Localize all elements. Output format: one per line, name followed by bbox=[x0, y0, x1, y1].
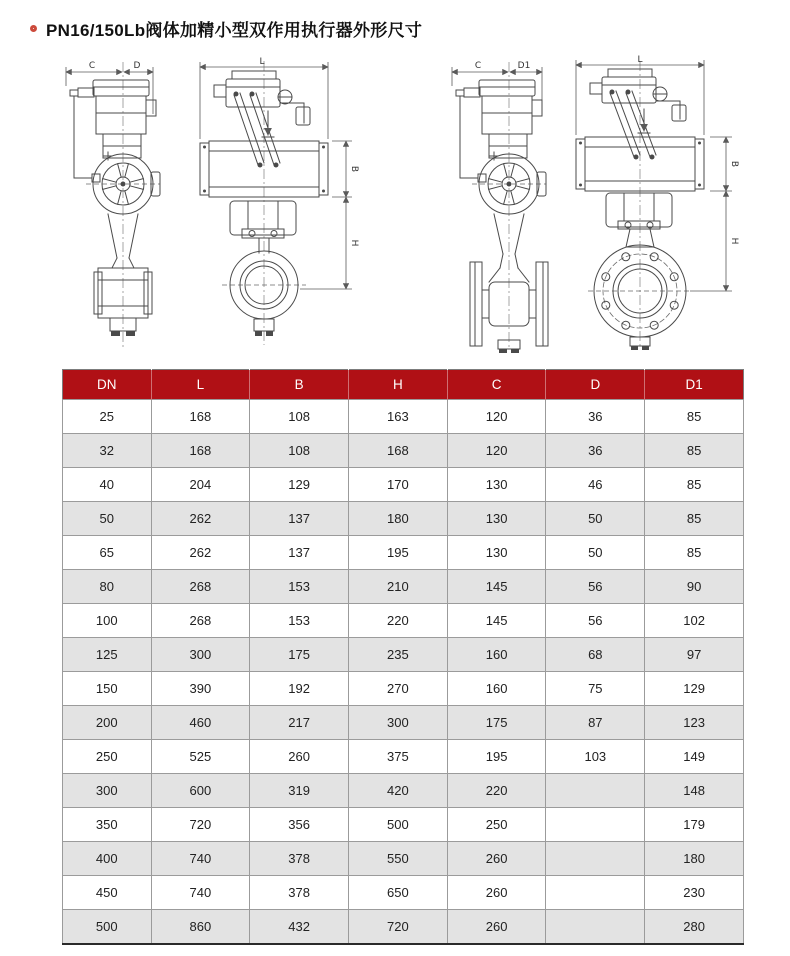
table-cell: 85 bbox=[645, 400, 744, 434]
table-cell: 400 bbox=[63, 842, 152, 876]
table-cell: 80 bbox=[63, 570, 152, 604]
table-cell: 145 bbox=[447, 604, 546, 638]
table-cell bbox=[546, 910, 645, 944]
table-cell: 356 bbox=[250, 808, 349, 842]
column-header-dn: DN bbox=[63, 370, 152, 400]
table-cell: 50 bbox=[63, 502, 152, 536]
table-cell: 87 bbox=[546, 706, 645, 740]
table-cell: 740 bbox=[151, 842, 250, 876]
table-row bbox=[63, 604, 744, 638]
table-cell: 195 bbox=[447, 740, 546, 774]
table-cell: 230 bbox=[645, 876, 744, 910]
table-cell: 860 bbox=[151, 910, 250, 944]
table-cell: 720 bbox=[348, 910, 447, 944]
dim-label-l: L bbox=[637, 55, 643, 65]
table-row bbox=[63, 842, 744, 876]
table-cell: 300 bbox=[151, 638, 250, 672]
table-cell: 108 bbox=[250, 434, 349, 468]
table-cell: 56 bbox=[546, 604, 645, 638]
table-cell: 129 bbox=[250, 468, 349, 502]
dim-label-d1: D1 bbox=[517, 61, 531, 71]
table-cell: 260 bbox=[250, 740, 349, 774]
column-header-c: C bbox=[447, 370, 546, 400]
table-cell: 175 bbox=[447, 706, 546, 740]
table-cell: 137 bbox=[250, 502, 349, 536]
table-cell: 168 bbox=[151, 400, 250, 434]
table-cell: 525 bbox=[151, 740, 250, 774]
dim-label-c: C bbox=[474, 61, 482, 71]
dim-label-b: B bbox=[349, 165, 359, 173]
column-header-d: D bbox=[546, 370, 645, 400]
dim-label-h: H bbox=[349, 239, 359, 247]
table-cell: 204 bbox=[151, 468, 250, 502]
table-row bbox=[63, 638, 744, 672]
table-cell: 420 bbox=[348, 774, 447, 808]
table-cell: 25 bbox=[63, 400, 152, 434]
table-cell: 120 bbox=[447, 434, 546, 468]
table-cell: 120 bbox=[447, 400, 546, 434]
table-cell: 262 bbox=[151, 502, 250, 536]
table-cell: 175 bbox=[250, 638, 349, 672]
table-cell: 210 bbox=[348, 570, 447, 604]
table-cell bbox=[546, 774, 645, 808]
table-header-row bbox=[63, 370, 744, 400]
table-cell: 50 bbox=[546, 502, 645, 536]
table-cell: 600 bbox=[151, 774, 250, 808]
table-cell: 153 bbox=[250, 570, 349, 604]
table-cell: 220 bbox=[348, 604, 447, 638]
table-row bbox=[63, 570, 744, 604]
table-cell: 192 bbox=[250, 672, 349, 706]
table-cell: 36 bbox=[546, 400, 645, 434]
table-cell: 90 bbox=[645, 570, 744, 604]
table-cell: 250 bbox=[447, 808, 546, 842]
table-cell: 350 bbox=[63, 808, 152, 842]
drawing-wafer-valve-side-view bbox=[48, 56, 198, 359]
table-cell: 500 bbox=[63, 910, 152, 944]
valve-side-figure bbox=[70, 80, 160, 336]
table-head bbox=[63, 370, 744, 400]
table-cell: 137 bbox=[250, 536, 349, 570]
page-title: PN16/150Lb阀体加精小型双作用执行器外形尺寸 bbox=[46, 21, 423, 40]
column-header-l: L bbox=[151, 370, 250, 400]
table-cell: 180 bbox=[348, 502, 447, 536]
table-cell: 75 bbox=[546, 672, 645, 706]
table-body bbox=[63, 400, 744, 944]
table-cell: 260 bbox=[447, 876, 546, 910]
table-cell: 68 bbox=[546, 638, 645, 672]
table-cell: 56 bbox=[546, 570, 645, 604]
table-cell: 65 bbox=[63, 536, 152, 570]
table-cell: 180 bbox=[645, 842, 744, 876]
dim-label-b: B bbox=[729, 160, 739, 168]
table-cell: 149 bbox=[645, 740, 744, 774]
table-cell: 220 bbox=[447, 774, 546, 808]
table-cell: 390 bbox=[151, 672, 250, 706]
table-cell: 145 bbox=[447, 570, 546, 604]
table-cell: 102 bbox=[645, 604, 744, 638]
table-cell: 123 bbox=[645, 706, 744, 740]
table-cell: 130 bbox=[447, 468, 546, 502]
table-cell: 262 bbox=[151, 536, 250, 570]
table-cell: 268 bbox=[151, 570, 250, 604]
table-row bbox=[63, 740, 744, 774]
dim-label-l: L bbox=[259, 57, 265, 67]
drawing-flanged-valve-side-view bbox=[434, 56, 584, 359]
table-cell: 32 bbox=[63, 434, 152, 468]
table-row bbox=[63, 876, 744, 910]
table-cell: 378 bbox=[250, 842, 349, 876]
table-cell: 235 bbox=[348, 638, 447, 672]
table-cell: 550 bbox=[348, 842, 447, 876]
table-cell: 36 bbox=[546, 434, 645, 468]
table-cell: 130 bbox=[447, 536, 546, 570]
table-cell bbox=[546, 876, 645, 910]
table-cell: 160 bbox=[447, 672, 546, 706]
table-cell: 300 bbox=[348, 706, 447, 740]
table-cell: 300 bbox=[63, 774, 152, 808]
table-row bbox=[63, 434, 744, 468]
column-header-h: H bbox=[348, 370, 447, 400]
table-cell: 432 bbox=[250, 910, 349, 944]
drawing-flanged-valve-front-view bbox=[570, 53, 742, 356]
table-row bbox=[63, 672, 744, 706]
table-cell bbox=[546, 808, 645, 842]
drawings-row bbox=[0, 53, 790, 355]
table-cell: 100 bbox=[63, 604, 152, 638]
table-cell: 153 bbox=[250, 604, 349, 638]
dim-label-h: H bbox=[729, 237, 739, 245]
table-row bbox=[63, 706, 744, 740]
page-title-row bbox=[0, 0, 790, 41]
table-cell: 179 bbox=[645, 808, 744, 842]
dim-label-c: C bbox=[88, 61, 96, 71]
table-row bbox=[63, 808, 744, 842]
table-cell: 375 bbox=[348, 740, 447, 774]
drawing-wafer-valve-front-view bbox=[192, 53, 360, 356]
table-cell: 319 bbox=[250, 774, 349, 808]
table-row bbox=[63, 400, 744, 434]
table-cell: 720 bbox=[151, 808, 250, 842]
table-cell: 150 bbox=[63, 672, 152, 706]
table-cell: 270 bbox=[348, 672, 447, 706]
table-row bbox=[63, 468, 744, 502]
table-cell: 168 bbox=[348, 434, 447, 468]
table-cell: 200 bbox=[63, 706, 152, 740]
table-cell: 103 bbox=[546, 740, 645, 774]
table-cell: 250 bbox=[63, 740, 152, 774]
table-cell: 460 bbox=[151, 706, 250, 740]
dim-label-d: D bbox=[133, 61, 141, 71]
table-cell: 740 bbox=[151, 876, 250, 910]
table-cell bbox=[546, 842, 645, 876]
dimensions-table bbox=[62, 369, 744, 945]
table-cell: 650 bbox=[348, 876, 447, 910]
table-cell: 450 bbox=[63, 876, 152, 910]
table-cell: 170 bbox=[348, 468, 447, 502]
valve-side-figure bbox=[456, 80, 548, 353]
table-row bbox=[63, 774, 744, 808]
table-cell: 97 bbox=[645, 638, 744, 672]
table-cell: 148 bbox=[645, 774, 744, 808]
table-row bbox=[63, 536, 744, 570]
table-cell: 217 bbox=[250, 706, 349, 740]
table-cell: 108 bbox=[250, 400, 349, 434]
table-cell: 195 bbox=[348, 536, 447, 570]
table-cell: 46 bbox=[546, 468, 645, 502]
table-cell: 268 bbox=[151, 604, 250, 638]
table-cell: 85 bbox=[645, 434, 744, 468]
table-cell: 280 bbox=[645, 910, 744, 944]
column-header-d1: D1 bbox=[645, 370, 744, 400]
table-cell: 129 bbox=[645, 672, 744, 706]
table-cell: 378 bbox=[250, 876, 349, 910]
table-cell: 85 bbox=[645, 468, 744, 502]
table-cell: 85 bbox=[645, 536, 744, 570]
table-cell: 85 bbox=[645, 502, 744, 536]
table-cell: 130 bbox=[447, 502, 546, 536]
table-cell: 160 bbox=[447, 638, 546, 672]
table-cell: 163 bbox=[348, 400, 447, 434]
table-cell: 168 bbox=[151, 434, 250, 468]
table-cell: 260 bbox=[447, 910, 546, 944]
table-cell: 50 bbox=[546, 536, 645, 570]
table-row bbox=[63, 502, 744, 536]
table-row bbox=[63, 910, 744, 944]
table-cell: 500 bbox=[348, 808, 447, 842]
bullet-icon bbox=[30, 25, 37, 32]
table-cell: 260 bbox=[447, 842, 546, 876]
column-header-b: B bbox=[250, 370, 349, 400]
table-cell: 125 bbox=[63, 638, 152, 672]
table-cell: 40 bbox=[63, 468, 152, 502]
